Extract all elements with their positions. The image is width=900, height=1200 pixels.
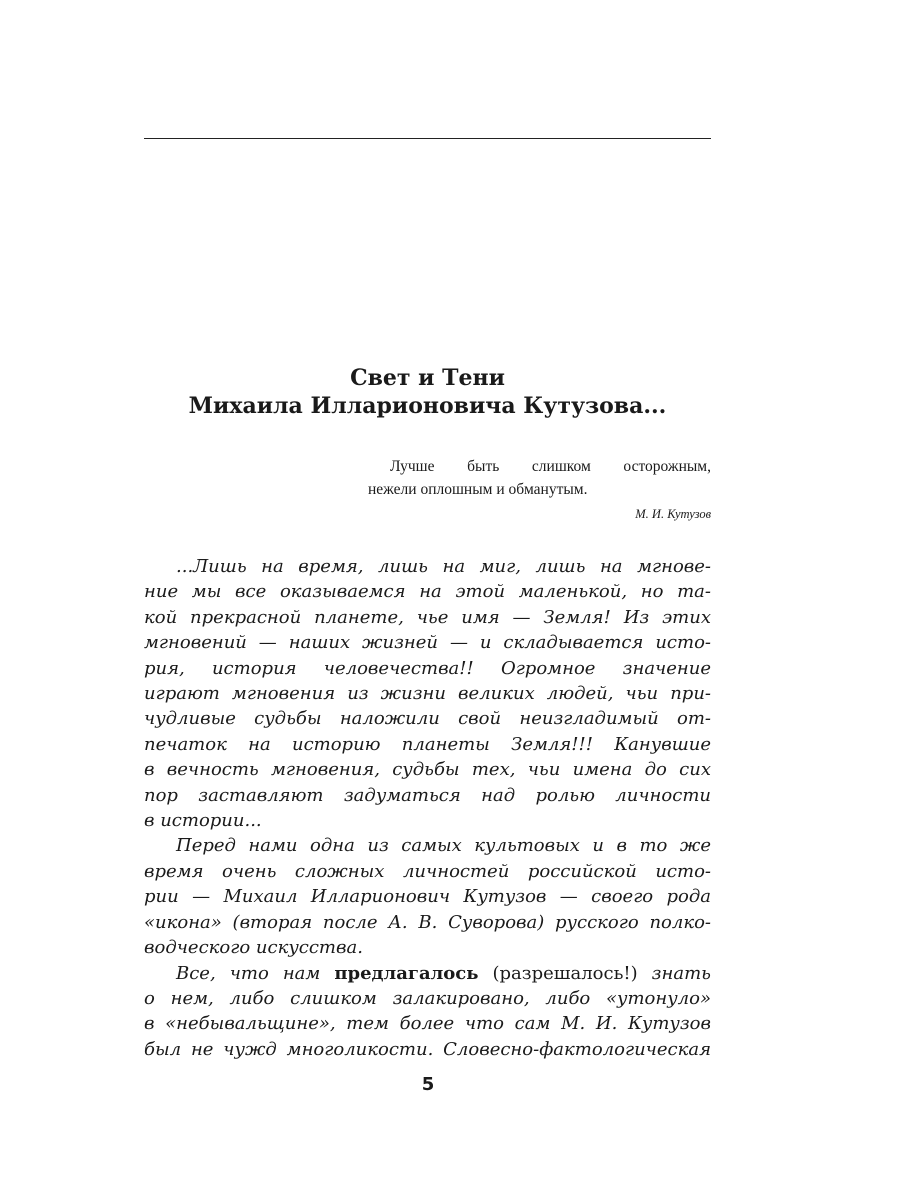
p1-line: в вечность мгновения, судьбы тех, чьи имена до сих: [144, 759, 711, 781]
p3-line: Все, что нам предлагалось (разрешалось!) знать: [176, 962, 711, 984]
p2-line: рии — Михаил Илларионович Кутузов — своего рода: [144, 886, 711, 908]
p2-line: время очень сложных личностей российской исто-: [144, 860, 711, 882]
epigraph: [330, 455, 711, 523]
chapter-title: [144, 364, 711, 420]
body-text: [144, 554, 711, 1062]
top-rule: [144, 138, 711, 139]
emphasis-bold: предлагалось: [334, 962, 479, 984]
page-number: 5: [421, 1074, 435, 1095]
p3-line: был не чужд многоликости. Словесно-фактологическая: [144, 1038, 711, 1060]
p2-line: водческого искусства.: [144, 937, 363, 959]
p1-line: играют мгновения из жизни великих людей, чьи при-: [144, 683, 711, 705]
p1-line: чудливые судьбы наложили свой неизгладимый от-: [144, 708, 711, 730]
p1-line: кой прекрасной планете, чье имя — Земля! Из этих: [144, 606, 711, 628]
p2-line: «икона» (вторая после А. В. Суворова) русского полко-: [144, 911, 711, 933]
p1-line: в истории...: [144, 810, 262, 832]
p1-line: ...Лишь на время, лишь на миг, лишь на мгнове-: [176, 556, 711, 577]
p1-line: пор заставляют задуматься над ролью личности: [144, 784, 711, 806]
epigraph-quote-line-1: Лучше быть слишком осторожным,: [390, 458, 711, 475]
p3-line: в «небывальщине», тем более что сам М. И. Кутузов: [144, 1013, 711, 1035]
p1-line: мгновений — наших жизней — и складывается исто-: [144, 632, 711, 654]
chapter-title-line-1: Свет и Тени: [350, 365, 505, 391]
epigraph-author: М. И. Кутузов: [635, 507, 711, 521]
p1-line: ние мы все оказываемся на этой маленькой, но та-: [144, 581, 711, 603]
p1-line: печаток на историю планеты Земля!!! Канувшие: [144, 733, 711, 755]
p2-line: Перед нами одна из самых культовых и в то же: [176, 835, 711, 857]
p1-line: рия, история человечества!! Огромное значение: [144, 657, 711, 679]
chapter-title-line-2: Михаила Илларионовича Кутузова...: [188, 393, 667, 419]
epigraph-quote-line-2: нежели оплошным и обманутым.: [368, 481, 588, 498]
p3-line: о нем, либо слишком залакировано, либо «утонуло»: [144, 987, 711, 1009]
